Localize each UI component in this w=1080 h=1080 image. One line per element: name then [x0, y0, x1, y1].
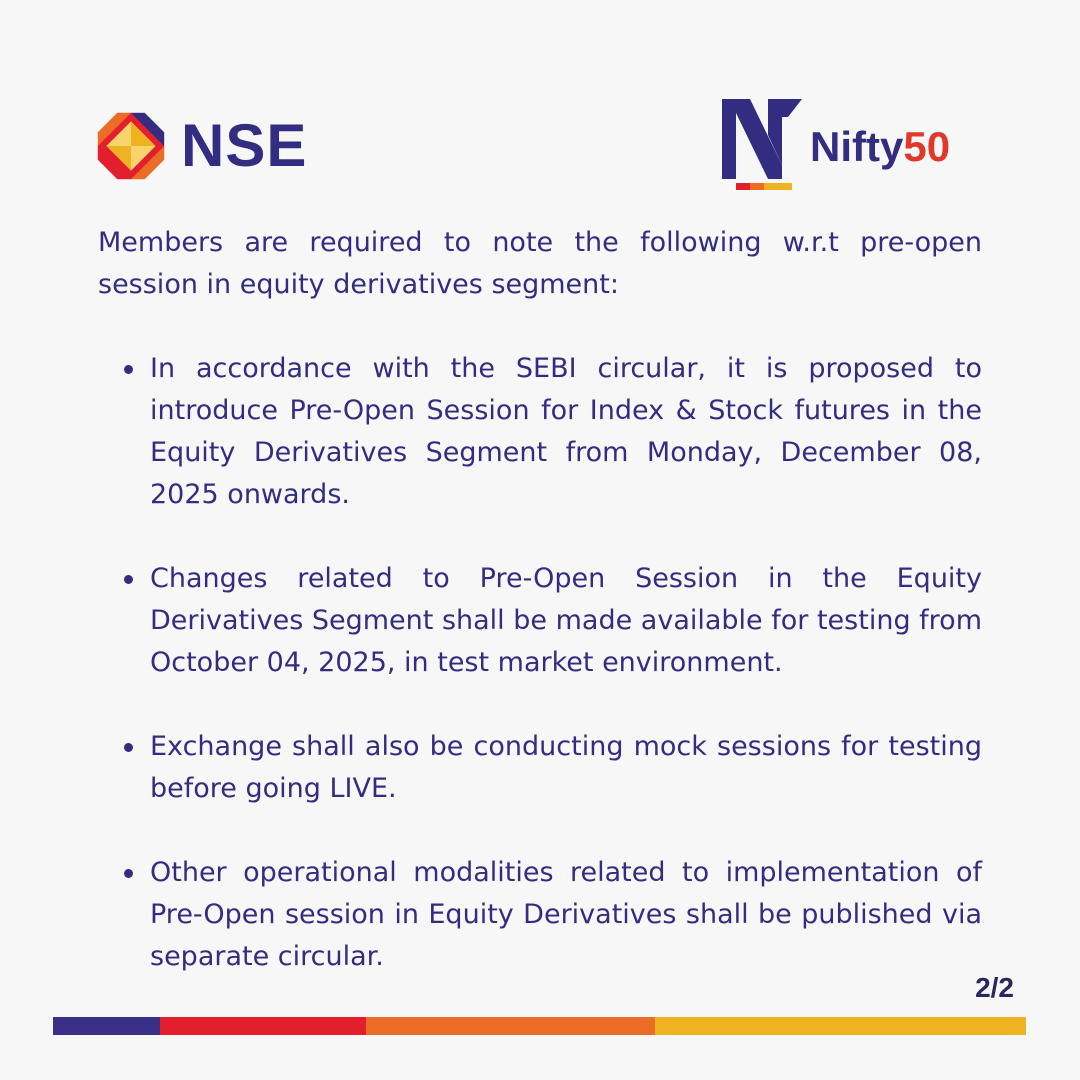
nifty50-logo [722, 95, 950, 193]
bullet-icon [124, 743, 133, 752]
bullet-list [98, 348, 982, 978]
nse-wordmark: NSE [181, 112, 308, 179]
nifty50-wordmark [810, 123, 951, 170]
bullet-text: Exchange shall also be conducting mock sessions for testing before going LIVE. [150, 731, 982, 804]
nse-logo-icon [95, 110, 167, 182]
bullet-text: Other operational modalities related to implementation of Pre-Open session in Equity Derivatives shall be published via separate circular. [150, 857, 982, 972]
stripe-red [160, 1017, 366, 1035]
nifty-word: Nifty [810, 123, 904, 170]
stripe-navy [53, 1017, 160, 1035]
page-indicator: 2/2 [975, 972, 1014, 1003]
list-item [98, 726, 982, 810]
list-item [98, 348, 982, 516]
bullet-icon [124, 365, 133, 374]
bullet-icon [124, 869, 133, 878]
bullet-text: In accordance with the SEBI circular, it is proposed to introduce Pre-Open Session for Index & Stock futures in the Equity Derivatives Segment from Monday, December 08, 2025 onwards. [150, 353, 982, 510]
brand-color-stripe [53, 1017, 1026, 1035]
nifty-number: 50 [903, 123, 951, 170]
list-item [98, 558, 982, 684]
stripe-orange [366, 1017, 655, 1035]
list-item [98, 852, 982, 978]
header [0, 0, 1080, 200]
bullet-icon [124, 575, 133, 584]
bullet-text: Changes related to Pre-Open Session in the Equity Derivatives Segment shall be made available for testing from October 04, 2025, in test market environment. [150, 563, 982, 678]
intro-paragraph: Members are required to note the following w.r.t pre-open session in equity derivatives segment: [98, 227, 982, 300]
notice-body [98, 222, 982, 978]
nse-logo [95, 110, 307, 182]
stripe-yellow [655, 1017, 1026, 1035]
nifty-logo-icon [722, 95, 802, 193]
